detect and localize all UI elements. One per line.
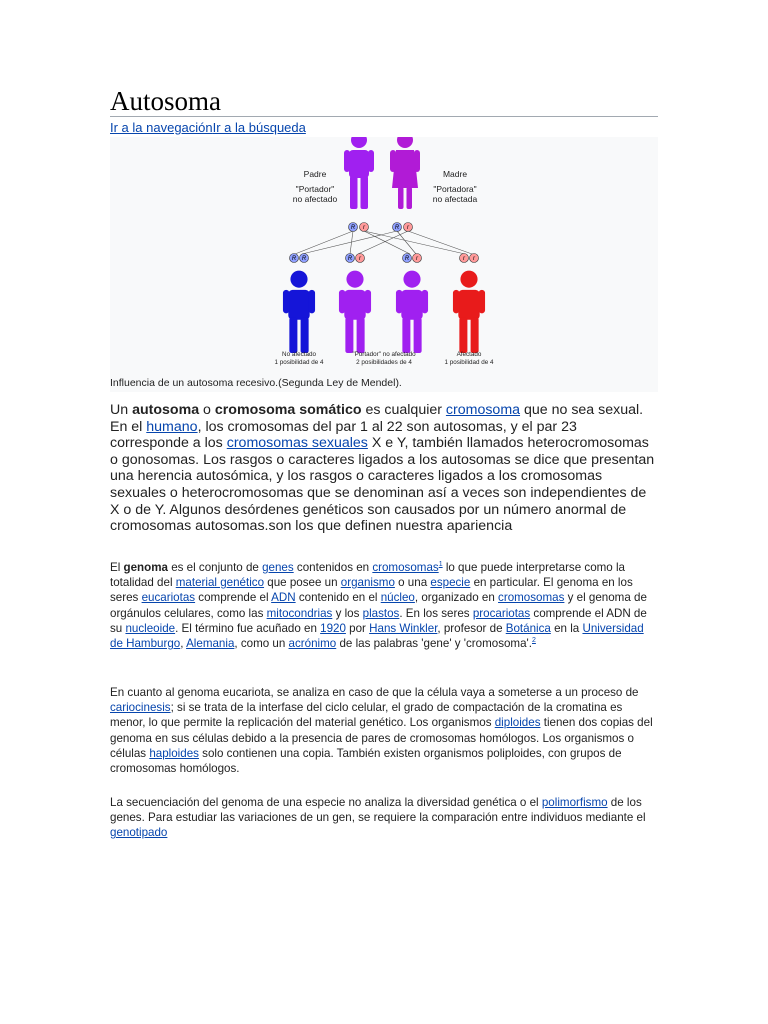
link-alemania[interactable]: Alemania bbox=[186, 637, 235, 651]
link-hans-winkler[interactable]: Hans Winkler bbox=[369, 621, 438, 635]
child1-label-a: No afectado bbox=[282, 351, 316, 358]
svg-text:R: R bbox=[347, 256, 353, 262]
link-eucariotas[interactable]: eucariotas bbox=[141, 591, 196, 605]
link-humano[interactable]: humano bbox=[146, 418, 198, 435]
reference-1[interactable]: 1 bbox=[438, 561, 443, 569]
child-carrier-figure-1 bbox=[339, 271, 371, 353]
link-acronimo[interactable]: acrónimo bbox=[288, 637, 337, 651]
link-genes[interactable]: genes bbox=[262, 561, 294, 574]
svg-text:r: r bbox=[416, 256, 418, 262]
father-allele-r: r bbox=[363, 225, 365, 231]
child-unaffected-figure bbox=[283, 271, 315, 353]
link-polimorfismo[interactable]: polimorfismo bbox=[541, 796, 608, 809]
skip-links bbox=[110, 120, 306, 135]
child4-label-a: Afectado bbox=[456, 351, 482, 358]
child-affected-figure bbox=[453, 271, 485, 353]
link-mitocondrias[interactable]: mitocondrias bbox=[266, 606, 333, 620]
link-cromosoma[interactable]: cromosoma bbox=[445, 402, 521, 418]
page-title: Autosoma bbox=[110, 86, 221, 116]
mother-figure bbox=[390, 137, 420, 209]
link-cariocinesis[interactable]: cariocinesis bbox=[110, 701, 171, 715]
link-nucleoide[interactable]: nucleoide bbox=[125, 621, 176, 635]
father-status-1: "Portador" bbox=[295, 184, 335, 194]
parent-alleles bbox=[349, 223, 413, 232]
mother-status-2: no afectada bbox=[432, 194, 478, 204]
skip-to-navigation-link[interactable]: Ir a la navegación bbox=[110, 120, 213, 135]
lead-paragraph: Un autosoma o cromosoma somático es cualquier cromosoma que no sea sexual. En el humano, los cromosomas del par 1 al 22 son autosomas, y el par 23 corresponde a los cromosomas sexuales X e Y, también llamados heterocromosomas o gonosomas. Los rasgos o caracteres ligados a los autosomas se dice que presentan una herencia autosómica, y los rasgos o caracteres ligados a los cromosomas sexuales o heterocromosomas que se denominan así a veces son independientes de X o de Y. Algunos desórdenes genéticos son causados por un número anormal de cromosomas autosomas.son los que definen nuestra apariencia bbox=[110, 402, 655, 535]
reference-2[interactable]: 2 bbox=[531, 637, 536, 645]
link-nucleo[interactable]: núcleo bbox=[380, 591, 415, 605]
father-figure bbox=[344, 137, 374, 209]
link-diploides[interactable]: diploides bbox=[494, 716, 541, 730]
mother-label: Madre bbox=[442, 169, 468, 179]
child23-label-b: 2 posibilidades de 4 bbox=[356, 359, 412, 366]
child-alleles bbox=[290, 254, 479, 263]
inheritance-figure bbox=[110, 137, 658, 392]
link-1920[interactable]: 1920 bbox=[320, 621, 346, 635]
father-label: Padre bbox=[303, 169, 327, 179]
svg-text:r: r bbox=[359, 256, 361, 262]
father-status-2: no afectado bbox=[292, 194, 338, 204]
child1-label-b: 1 posibilidad de 4 bbox=[274, 359, 324, 366]
paragraph-secuenciacion: La secuenciación del genoma de una especie no analiza la diversidad genética o el polimorfismo de los genes. Para estudiar las variaciones de un gen, se requiere la comparación entre individuos mediante el genotipado bbox=[110, 796, 646, 840]
link-genotipado[interactable]: genotipado bbox=[110, 826, 168, 840]
paragraph-genoma: El genoma es el conjunto de genes contenidos en cromosomas$^1$ lo que puede interpretarse como la totalidad del material genético que posee un organismo o una especie en particular. El genoma en los seres eucariotas comprende el ADN contenido en el núcleo, organizado en cromosomas y el genoma de orgánulos celulares, como las mitocondrias y los plastos. En los seres procariotas comprende el ADN de su nucleoide. El término fue acuñado en 1920 por Hans Winkler, profesor de Botánica en la Universidad de Hamburgo, Alemania, como un acrónimo de las palabras 'gene' y 'cromosoma'.$^2$ bbox=[110, 561, 647, 651]
figure-caption: Influencia de un autosoma recesivo.(Segunda Ley de Mendel). bbox=[110, 377, 402, 389]
svg-text:R: R bbox=[301, 256, 307, 262]
svg-text:r: r bbox=[463, 256, 465, 262]
cross-lines bbox=[295, 231, 472, 254]
link-adn[interactable]: ADN bbox=[271, 591, 296, 605]
link-organismo[interactable]: organismo bbox=[340, 576, 395, 590]
link-cromosomas-sexuales[interactable]: cromosomas sexuales bbox=[226, 435, 368, 452]
title-divider bbox=[110, 116, 658, 117]
mother-status-1: "Portadora" bbox=[433, 184, 477, 194]
link-especie[interactable]: especie bbox=[430, 576, 471, 590]
link-universidad-de-hamburgo[interactable]: Universidad de Hamburgo bbox=[110, 621, 644, 651]
link-cromosomas-2[interactable]: cromosomas bbox=[498, 591, 565, 605]
link-haploides[interactable]: haploides bbox=[149, 746, 199, 760]
father-allele-R: R bbox=[350, 225, 356, 231]
paragraph-eucariota: En cuanto al genoma eucariota, se analiza en caso de que la célula vaya a someterse a un proceso de cariocinesis; si se trata de la interfase del ciclo celular, el grado de compactación de la cromatina es menor, lo que permite la replicación del material genético. Los organismos diploides tienen dos copias del genoma en sus células debido a la presencia de pares de cromosomas homólogos. Los organismos o células haploides solo contienen una copia. También existen organismos poliploides, con grupos de cromosomas homólogos. bbox=[110, 686, 653, 776]
link-plastos[interactable]: plastos bbox=[362, 606, 400, 620]
mother-allele-r: r bbox=[407, 225, 409, 231]
mother-allele-R: R bbox=[394, 225, 400, 231]
svg-text:R: R bbox=[404, 256, 410, 262]
child23-label-a: "Portador" no afectado bbox=[352, 351, 416, 358]
link-botanica[interactable]: Botánica bbox=[505, 621, 551, 635]
autosomal-recessive-diagram bbox=[110, 137, 658, 377]
skip-to-search-link[interactable]: Ir a la búsqueda bbox=[212, 120, 306, 135]
link-cromosomas[interactable]: cromosomas bbox=[372, 561, 439, 574]
svg-text:r: r bbox=[473, 256, 475, 262]
child-carrier-figure-2 bbox=[396, 271, 428, 353]
child4-label-b: 1 posibilidad de 4 bbox=[444, 359, 494, 366]
svg-text:R: R bbox=[291, 256, 297, 262]
link-procariotas[interactable]: procariotas bbox=[472, 606, 531, 620]
link-material-genetico[interactable]: material genético bbox=[175, 576, 265, 590]
